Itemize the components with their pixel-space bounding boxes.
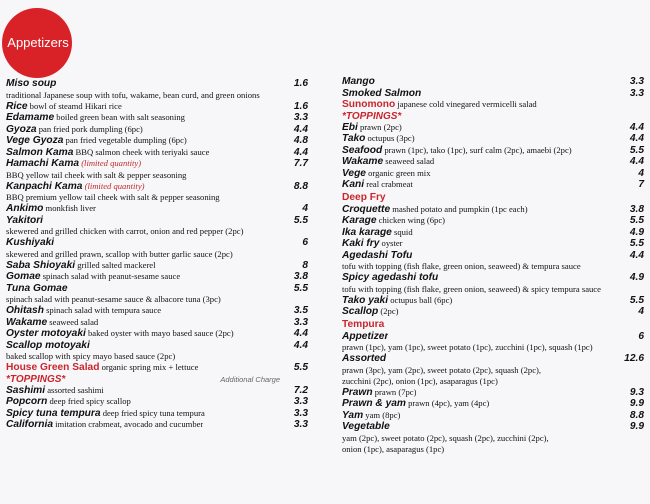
item-price: 8.8 [293, 180, 308, 192]
menu-item [6, 249, 308, 260]
item-price: 3.3 [293, 407, 308, 419]
item-name: Sashimi [6, 384, 46, 396]
item-name: Ebi [342, 121, 358, 133]
menu-item [342, 168, 644, 180]
menu-item [342, 272, 644, 284]
item-name: Salmon Kama [6, 146, 74, 158]
item-price: 4.8 [293, 135, 308, 146]
item-price: 1.6 [293, 78, 308, 89]
menu-item [342, 387, 644, 399]
item-name: Spicy tuna tempura [6, 407, 101, 419]
section-heading: Tempura [342, 318, 385, 330]
item-description: imitation crabmeat, avocado and cucumber [52, 419, 204, 429]
menu-item [342, 295, 644, 307]
item-description: prawn (1pc), tako (1pc), surf calm (2pc), amaebi (2pc) [382, 144, 572, 155]
menu-item [342, 238, 644, 250]
item-price: 3.3 [629, 76, 644, 87]
item-description: octupus (3pc) [365, 133, 415, 143]
item-description: baked scallop with spicy mayo based sauce (2pc) [6, 351, 176, 361]
item-description: prawn (1pc), yam (1pc), sweet potato (1pc), zucchini (1pc), squash (1pc) [342, 342, 593, 352]
additional-charge-note: Additional Charge [220, 374, 280, 384]
item-name: Wakame [342, 156, 384, 167]
menu-item [6, 385, 308, 397]
menu-item [342, 410, 644, 422]
toppings-heading: *TOPPINGS* [342, 110, 402, 122]
item-name: Oyster motoyaki [6, 328, 86, 339]
menu-item [342, 156, 644, 168]
item-price: 5.5 [629, 144, 644, 156]
item-description: pan fried pork dumpling (6pc) [36, 123, 143, 134]
item-name: Seafood [342, 144, 383, 156]
menu-item [6, 419, 308, 431]
menu-item [6, 101, 308, 113]
menu-item [342, 227, 644, 239]
item-description: BBQ salmon cheek with teriyaki sauce [73, 146, 210, 157]
item-description: mashed potato and pumpkin (1pc each) [390, 203, 528, 214]
menu-item [6, 328, 308, 340]
item-price: 4.9 [629, 272, 644, 283]
item-description: BBQ yellow tail cheek with salt & pepper seasoning [6, 169, 187, 180]
item-description: spinach salad with peanut-sesame sauce & albacore tuna (3pc) [6, 294, 221, 304]
menu-item [342, 191, 644, 204]
item-description: spinach salad with peanut-sesame sauce [40, 271, 181, 281]
menu-item [6, 192, 308, 203]
menu-item [6, 112, 308, 124]
item-name: Prawn & yam [342, 398, 406, 409]
menu-item [342, 433, 644, 444]
item-description: deep fried spicy tuna tempura [100, 407, 205, 418]
menu-item [342, 421, 644, 433]
item-name: Assorted [342, 353, 387, 364]
item-price: 8 [302, 259, 308, 271]
menu-item [6, 396, 308, 408]
menu-item [342, 444, 644, 455]
item-name: Scallop motoyaki [6, 339, 90, 351]
item-name: Vege Gyoza [6, 135, 64, 146]
item-name: Sunomono [342, 99, 396, 110]
item-name: Hamachi Kama [6, 158, 80, 169]
menu-item [342, 133, 644, 145]
item-name: Appetizer [342, 330, 389, 342]
menu-item [342, 145, 644, 157]
item-description: traditional Japanese soup with tofu, wakame, bean curd, and green onions [6, 89, 260, 100]
menu-item [6, 374, 308, 385]
item-description: prawn (4pc), yam (4pc) [405, 398, 490, 408]
menu-item [342, 204, 644, 216]
item-description: prawn (2pc) [357, 121, 402, 132]
item-price: 12.6 [624, 353, 644, 364]
item-price: 6 [638, 330, 644, 342]
item-description: BBQ premium yellow tail cheek with salt & pepper seasoning [6, 192, 220, 202]
limited-quantity-note: (limited quantity) [79, 158, 142, 168]
item-name: Vegetable [342, 421, 390, 432]
item-description: onion (1pc), asaparagus (1pc) [342, 443, 445, 454]
menu-item [6, 294, 308, 305]
menu-item [342, 111, 644, 122]
menu-item [342, 76, 644, 88]
menu-item [6, 237, 308, 249]
item-price: 4.4 [629, 249, 644, 261]
item-description: real crabmeat [364, 179, 413, 189]
item-description: japanese cold vinegared vermicelli salad [395, 99, 537, 109]
item-description: skewered and grilled chicken with carrot, onion and red pepper (2pc) [6, 226, 244, 236]
item-price: 4.4 [293, 123, 308, 135]
right-menu-column [342, 76, 644, 455]
item-name: Ohitash [6, 305, 44, 316]
item-description: seaweed salad [47, 316, 99, 327]
item-name: Gomae [6, 271, 41, 282]
menu-item [6, 158, 308, 170]
menu-item [342, 306, 644, 318]
item-price: 7.7 [293, 158, 308, 169]
menu-item [342, 179, 644, 191]
menu-item [6, 135, 308, 147]
item-description: baked oyster with mayo based sauce (2pc) [85, 328, 234, 338]
menu-item [342, 318, 644, 331]
menu-item [6, 271, 308, 283]
item-description: boiled green bean with salt seasoning [54, 112, 185, 122]
menu-item [6, 170, 308, 181]
item-price: 7 [638, 179, 644, 190]
item-price: 6 [302, 237, 308, 248]
item-price: 5.5 [629, 294, 644, 306]
item-description: tofu with topping (fish flake, green onion, seaweed) & tempura sauce [342, 261, 581, 271]
item-price: 5.5 [629, 215, 644, 226]
item-price: 9.9 [629, 421, 644, 432]
item-description: deep fried spicy scallop [47, 396, 131, 406]
item-name: Spicy agedashi tofu [342, 272, 439, 283]
menu-item [342, 284, 644, 295]
item-description: skewered and grilled prawn, scallop with butter garlic sauce (2pc) [6, 248, 233, 259]
item-description: assorted sashimi [45, 384, 104, 395]
menu-item [6, 78, 308, 90]
item-price: 1.6 [293, 100, 308, 112]
menu-item [342, 353, 644, 365]
item-description: (2pc) [378, 306, 399, 316]
menu-item [6, 90, 308, 101]
item-name: Yam [342, 409, 364, 421]
item-price: 5.5 [293, 282, 308, 294]
item-name: Agedashi Tofu [342, 249, 413, 261]
item-name: House Green Salad [6, 362, 100, 373]
item-description: yam (8pc) [363, 409, 401, 420]
item-name: Ika karage [342, 226, 392, 238]
item-price: 7.2 [293, 384, 308, 396]
menu-item [342, 215, 644, 227]
item-price: 4.4 [293, 328, 308, 339]
item-price: 3.3 [293, 419, 308, 430]
item-description: prawn (3pc), yam (2pc), sweet potato (2pc), squash (2pc), [342, 364, 542, 375]
item-price: 4 [638, 306, 644, 317]
item-name: Tuna Gomae [6, 282, 68, 294]
menu-item [6, 181, 308, 193]
menu-item [6, 283, 308, 295]
item-name: Saba Shioyaki [6, 259, 76, 271]
item-name: Edamame [6, 112, 55, 123]
item-price: 3.5 [293, 305, 308, 316]
menu-item [342, 331, 644, 343]
item-description: chicken wing (6pc) [376, 215, 446, 225]
item-price: 5.5 [293, 362, 308, 373]
section-heading: Deep Fry [342, 191, 386, 203]
item-description: tofu with topping (fish flake, green onion, seaweed) & spicy tempura sauce [342, 283, 601, 294]
item-name: Vege [342, 167, 366, 179]
item-price: 4.4 [629, 156, 644, 167]
menu-item [6, 317, 308, 329]
item-description: zucchini (2pc), onion (1pc), asaparagus (1pc) [342, 375, 498, 386]
item-price: 3.3 [293, 396, 308, 407]
item-price: 4.4 [293, 146, 308, 158]
menu-item [6, 203, 308, 215]
menu-item [6, 340, 308, 352]
item-name: Gyoza [6, 123, 37, 135]
menu-item [342, 376, 644, 387]
menu-item [342, 342, 644, 353]
item-description: monkfish liver [43, 203, 96, 213]
item-description: squid [391, 226, 413, 237]
item-description: seaweed salad [383, 156, 435, 166]
item-name: Popcorn [6, 396, 48, 407]
item-price: 4.4 [629, 121, 644, 133]
menu-item [6, 147, 308, 159]
item-name: California [6, 419, 53, 430]
item-price: 9.3 [629, 386, 644, 398]
menu-item [342, 261, 644, 272]
item-name: Tako yaki [342, 294, 389, 306]
item-description: pan fried vegetable dumpling (6pc) [63, 135, 187, 145]
menu-item [6, 215, 308, 227]
item-name: Smoked Salmon [342, 87, 422, 99]
item-name: Ankimo [6, 203, 44, 214]
item-name: Karage [342, 215, 377, 226]
item-description: octupus ball (6pc) [388, 294, 453, 305]
item-price: 3.3 [293, 112, 308, 123]
left-menu-column [6, 78, 308, 431]
item-price: 4.4 [629, 133, 644, 144]
menu-item [6, 362, 308, 374]
menu-item [6, 226, 308, 237]
item-description: bowl of steamd Hikari rice [27, 100, 122, 111]
item-description: grilled salted mackerel [75, 259, 156, 270]
limited-quantity-note: (limited quantity) [82, 180, 145, 191]
item-description: yam (2pc), sweet potato (2pc), squash (2pc), zucchini (2pc), [342, 432, 549, 443]
item-name: Rice [6, 100, 28, 112]
item-name: Mango [342, 76, 375, 87]
item-description: prawn (7pc) [372, 386, 417, 397]
menu-item [6, 260, 308, 272]
item-price: 5.5 [629, 238, 644, 249]
menu-item [6, 124, 308, 136]
menu-item [342, 250, 644, 262]
menu-item [6, 408, 308, 420]
toppings-heading: *TOPPINGS* [6, 373, 66, 385]
item-price: 4.4 [293, 339, 308, 351]
menu-item [6, 351, 308, 362]
item-price: 3.3 [293, 316, 308, 328]
item-name: Kani [342, 179, 365, 190]
item-name: Yakitori [6, 214, 43, 226]
menu-item [342, 88, 644, 100]
item-name: Wakame [6, 316, 48, 328]
item-name: Prawn [342, 386, 373, 398]
item-price: 9.9 [629, 398, 644, 409]
item-name: Kaki fry [342, 238, 380, 249]
menu-header [0, 0, 650, 76]
item-price: 3.8 [629, 203, 644, 215]
item-price: 4 [302, 203, 308, 214]
item-price: 5.5 [293, 214, 308, 226]
item-name: Tako [342, 133, 366, 144]
item-price: 4.9 [629, 226, 644, 238]
item-description: organic spring mix + lettuce [99, 362, 199, 372]
item-name: Kushiyaki [6, 237, 55, 248]
item-price: 3.8 [293, 271, 308, 282]
item-price: 3.3 [629, 87, 644, 99]
menu-item [342, 365, 644, 376]
menu-item [342, 122, 644, 134]
menu-item [6, 305, 308, 317]
item-description: oyster [379, 238, 403, 248]
item-price: 8.8 [629, 409, 644, 421]
menu-item [342, 99, 644, 111]
item-name: Kanpachi Kama [6, 180, 83, 192]
section-badge-label: Appetizers [7, 35, 69, 50]
item-name: Croquette [342, 203, 391, 215]
item-description: organic green mix [365, 167, 431, 178]
item-price: 4 [638, 167, 644, 179]
menu-item [342, 398, 644, 410]
item-name: Scallop [342, 306, 379, 317]
item-name: Miso soup [6, 78, 57, 89]
item-description: spinach salad with tempura sauce [43, 305, 162, 315]
